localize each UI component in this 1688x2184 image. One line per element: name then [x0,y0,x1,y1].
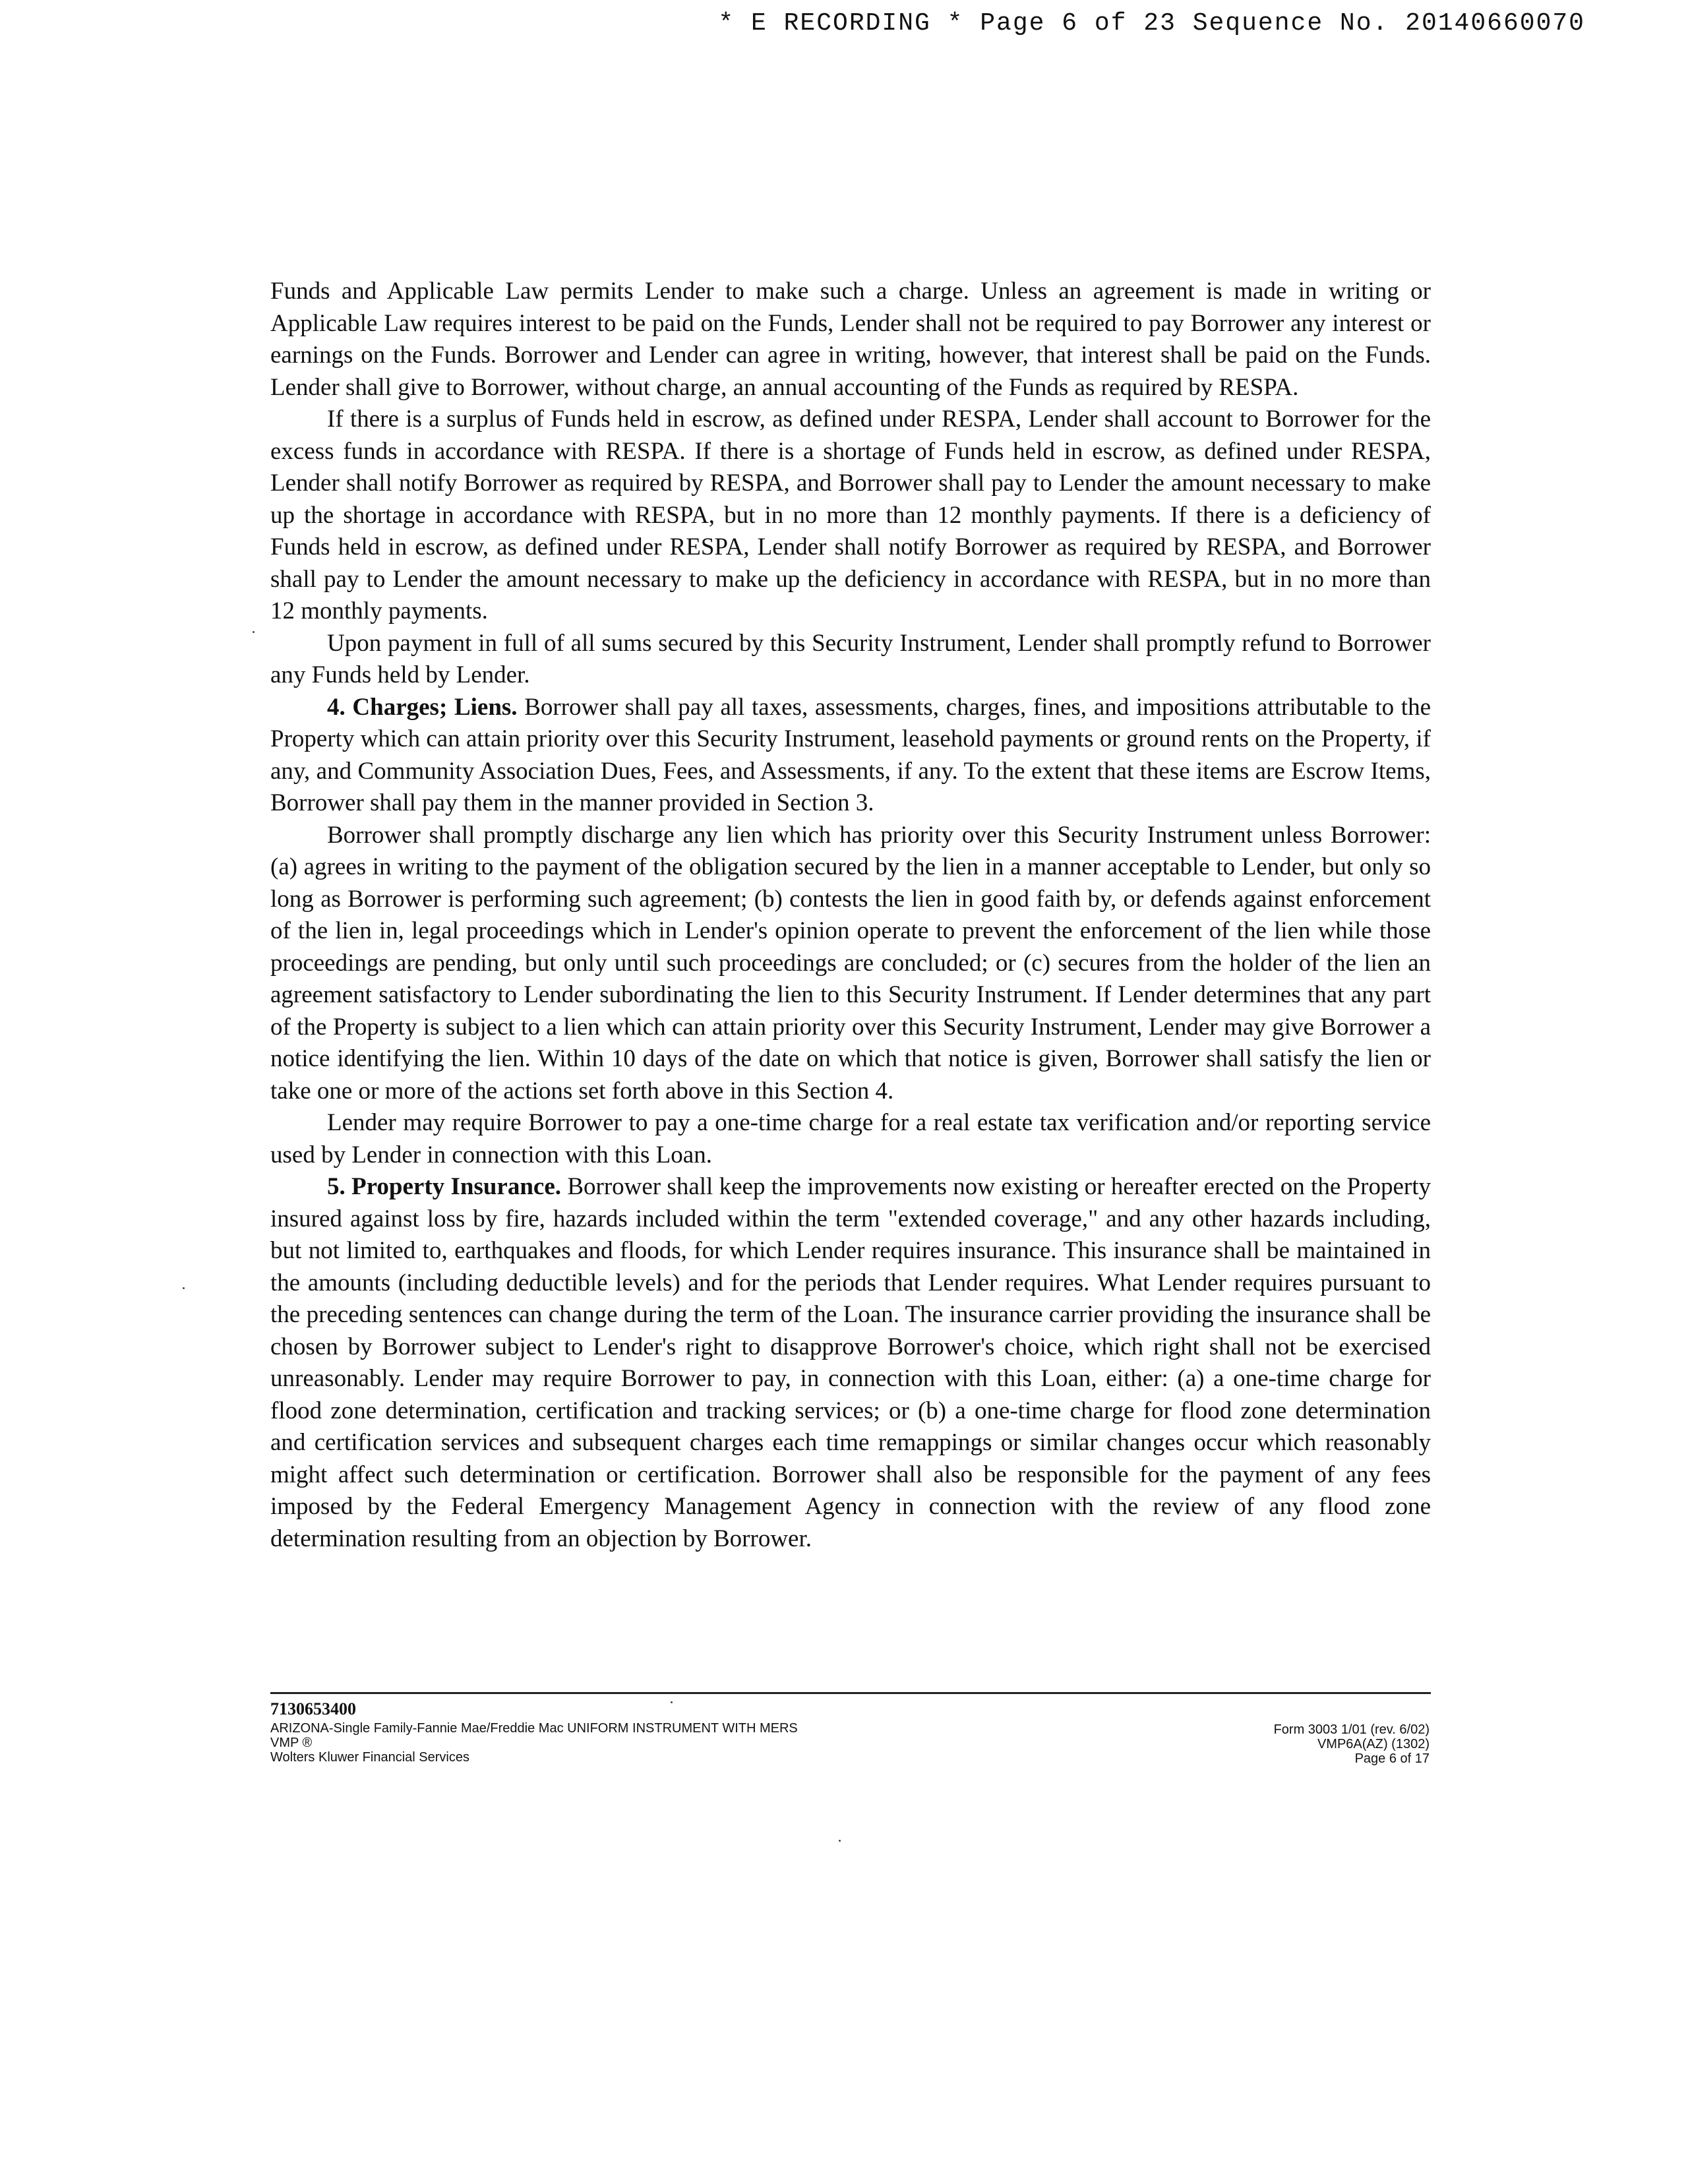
section-4-charges-liens [270,692,1431,820]
paragraph-refund: Upon payment in full of all sums secured by this Security Instrument, Lender shall promptly refund to Borrower any Funds held by Lender. [270,629,1431,688]
section-4-text: Borrower shall pay all taxes, assessments, charges, fines, and impositions attributable to the Property which can attain priority over this Security Instrument, leasehold payments or ground rents on the Property, if any, and Community Association Dues, Fees, and Assessments, if any. To the extent that these items are Escrow Items, Borrower shall pay them in the manner provided in Section 3. [270,693,1431,816]
scan-speck [253,631,255,633]
paragraph-funds-interest: Funds and Applicable Law permits Lender to make such a charge. Unless an agreement is made in writing or Applicable Law requires interest to be paid on the Funds, Lender shall not be required to pay Borrower any interest or earnings on the Funds. Borrower and Lender can agree in writing, however, that interest shall be paid on the Funds. Lender shall give to Borrower, without charge, an annual accounting of the Funds as required by RESPA. [270,278,1431,401]
section-5-property-insurance [270,1171,1431,1555]
form-code: VMP6A(AZ) (1302) [1317,1737,1430,1751]
loan-number: 7130653400 [270,1699,356,1718]
paragraph-tax-verification: Lender may require Borrower to pay a one-time charge for a real estate tax verification and/or reporting service used by Lender in connection with this Loan. [270,1109,1431,1168]
footer-left-block [270,1697,798,1765]
recording-header: * E RECORDING * Page 6 of 23 Sequence No. 20140660070 [718,9,1585,38]
section-5-heading: 5. Property Insurance. [327,1173,562,1200]
form-number: Form 3003 1/01 (rev. 6/02) [1273,1722,1430,1737]
publisher-name: Wolters Kluwer Financial Services [270,1750,469,1765]
form-title: ARIZONA-Single Family-Fannie Mae/Freddie Mac UNIFORM INSTRUMENT WITH MERS [270,1721,798,1736]
scan-speck [183,1287,185,1289]
document-body [270,276,1431,1555]
paragraph-escrow-surplus: If there is a surplus of Funds held in escrow, as defined under RESPA, Lender shall account to Borrower for the excess funds in accordance with RESPA. If there is a shortage of Funds held in escrow, as defined under RESPA, Lender shall notify Borrower as required by RESPA, and Borrower shall pay to Lender the amount necessary to make up the shortage in accordance with RESPA, but in no more than 12 monthly payments. If there is a deficiency of Funds held in escrow, as defined under RESPA, Lender shall notify Borrower as required by RESPA, and Borrower shall pay to Lender the amount necessary to make up the deficiency in accordance with RESPA, but in no more than 12 monthly payments. [270,406,1431,624]
footer-right-block [1274,1722,1430,1766]
section-5-text: Borrower shall keep the improvements now existing or hereafter erected on the Property insured against loss by fire, hazards included within the term "extended coverage," and any other hazards including, but not limited to, earthquakes and floods, for which Lender requires insurance. This insurance shall be maintained in the amounts (including deductible levels) and for the periods that Lender requires. What Lender requires pursuant to the preceding sentences can change during the term of the Loan. The insurance carrier providing the insurance shall be chosen by Borrower subject to Lender's right to disapprove Borrower's choice, which right shall not be exercised unreasonably. Lender may require Borrower to pay, in connection with this Loan, either: (a) a one-time charge for flood zone determination, certification and tracking services; or (b) a one-time charge for flood zone determination and certification services and subsequent charges each time remappings or similar changes occur which reasonably might affect such determination or certification. Borrower shall also be responsible for the payment of any fees imposed by the Federal Emergency Management Agency in connection with the review of any flood zone determination resulting from an objection by Borrower. [270,1173,1431,1552]
vmp-mark: VMP ® [270,1736,313,1750]
footer-divider [270,1692,1431,1694]
scan-speck [671,1701,673,1703]
section-4-heading: 4. Charges; Liens. [327,693,518,721]
page-of: Page 6 of 17 [1354,1751,1430,1766]
paragraph-discharge-lien: Borrower shall promptly discharge any lien which has priority over this Security Instrument unless Borrower: (a) agrees in writing to the payment of the obligation secured by the lien in a manner acceptable to Lender, but only so long as Borrower is performing such agreement; (b) contests the lien in good faith by, or defends against enforcement of the lien in, legal proceedings which in Lender's opinion operate to prevent the enforcement of the lien while those proceedings are pending, but only until such proceedings are concluded; or (c) secures from the holder of the lien an agreement satisfactory to Lender subordinating the lien to this Security Instrument. If Lender determines that any part of the Property is subject to a lien which can attain priority over this Security Instrument, Lender may give Borrower a notice identifying the lien. Within 10 days of the date on which that notice is given, Borrower shall satisfy the lien or take one or more of the actions set forth above in this Section 4. [270,821,1431,1105]
scan-speck [839,1840,841,1842]
